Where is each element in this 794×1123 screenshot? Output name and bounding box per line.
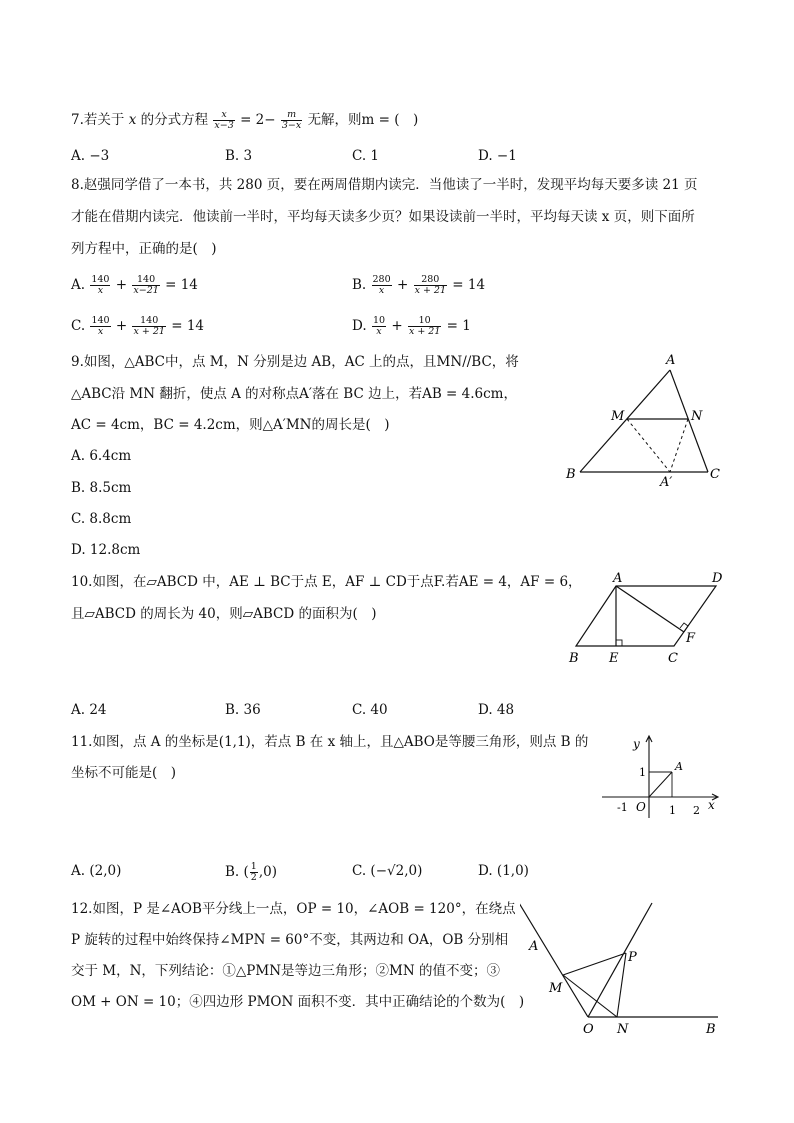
fraction	[132, 275, 159, 296]
label-x: x	[708, 798, 715, 812]
q9-option-a: A. 6.4cm	[71, 448, 132, 464]
tick-x-neg1: -1	[617, 801, 628, 814]
segment-oa	[649, 772, 672, 797]
option-label: C.	[71, 318, 90, 334]
q7-option-d: D. −1	[478, 148, 517, 164]
q8-stem-line3: 列方程中，正确的是( )	[71, 241, 217, 257]
q8-option-c	[71, 316, 204, 337]
q8-stem-line2: 才能在借期内读完．他读前一半时，平均每天读多少页？如果设读前一半时，平均每天读 x 页，则下面所	[71, 209, 695, 225]
label-p: P	[628, 950, 637, 965]
tick-x-2: 2	[693, 804, 700, 817]
q8-option-a	[71, 275, 198, 296]
dashed-na-prime	[670, 419, 688, 472]
q12-stem-line3: 交于 M，N，下列结论：①△PMN是等边三角形；②MN 的值不变；③	[71, 963, 500, 979]
fraction	[132, 316, 165, 337]
fraction	[372, 275, 392, 296]
label-c: C	[710, 467, 720, 482]
q9-figure-triangle	[560, 348, 730, 488]
q7-option-b: B. 3	[225, 148, 253, 164]
label-o: O	[636, 800, 646, 814]
frac-num: 10	[372, 315, 386, 326]
frac-den: x	[97, 326, 104, 337]
q7-stem-part: 的分式方程	[140, 112, 209, 128]
label-n: N	[691, 409, 703, 424]
label-m: M	[611, 409, 625, 424]
label-a: A	[613, 571, 623, 586]
q10-option-a: A. 24	[71, 702, 107, 718]
frac-num: 140	[91, 315, 110, 326]
segment-mp	[563, 953, 626, 975]
q9-option-c: C. 8.8cm	[71, 511, 132, 527]
fraction	[90, 275, 110, 296]
option-label: A.	[71, 277, 90, 293]
plus: +	[111, 318, 132, 334]
rhs: = 14	[448, 277, 486, 293]
q7-fraction-1	[213, 110, 234, 131]
fraction	[372, 316, 386, 337]
frac-den: 3−x	[281, 120, 302, 131]
label-m: M	[549, 981, 563, 996]
dashed-ma-prime	[627, 419, 670, 472]
label-a: A	[529, 939, 539, 954]
tick-x-1: 1	[669, 804, 676, 817]
q11-stem-line2: 坐标不可能是( )	[71, 765, 177, 781]
q9-stem-line1: 9.如图，△ABC中，点 M，N 分别是边 AB，AC 上的点，且MN//BC，将	[71, 354, 519, 370]
label-b: B	[706, 1022, 716, 1037]
label-n: N	[617, 1022, 629, 1037]
q11-figure-coordinate	[598, 728, 728, 828]
label-a-prime: A′	[660, 475, 673, 488]
option-label: B. (	[225, 864, 249, 880]
label-f: F	[686, 631, 696, 646]
frac-den: x	[378, 285, 385, 296]
q9-stem-line2: △ABC沿 MN 翻折，使点 A 的对称点A′落在 BC 边上，若AB = 4.6cm，	[71, 386, 517, 402]
label-a: A	[666, 353, 676, 368]
frac-den: x−3	[214, 120, 234, 131]
bisector-op	[588, 903, 652, 1017]
segment-mn	[563, 975, 617, 1017]
q12-stem-line1: 12.如图，P 是∠AOB平分线上一点，OP = 10，∠AOB = 120°，在绕点	[71, 901, 516, 917]
q12-stem-line2: P 旋转的过程中始终保持∠MPN = 60°不变，其两边和 OA，OB 分别相	[71, 932, 509, 948]
q7-var-x: x	[128, 112, 137, 128]
plus: +	[387, 318, 407, 334]
option-label: D.	[352, 318, 371, 334]
option-suffix: ,0)	[258, 864, 277, 880]
frac-num: m	[281, 110, 302, 121]
label-b: B	[566, 467, 576, 482]
label-y: y	[633, 737, 640, 751]
frac-den: x + 21	[414, 285, 447, 296]
frac-num: 280	[414, 275, 447, 286]
label-b: B	[569, 651, 579, 666]
q7-stem-part: 7.若关于	[71, 112, 125, 128]
option-label: B.	[352, 277, 371, 293]
rhs: = 1	[442, 318, 471, 334]
q9-stem-line3: AC = 4cm，BC = 4.2cm，则△A′MN的周长是( )	[71, 417, 390, 433]
frac-den: x + 21	[408, 326, 441, 337]
frac-num: 280	[372, 274, 391, 285]
label-d: D	[712, 571, 723, 586]
fraction	[414, 275, 447, 296]
plus: +	[111, 277, 132, 293]
rhs: = 14	[160, 277, 198, 293]
q7-stem-part: 无解，则m = ( )	[307, 112, 419, 128]
q8-option-d	[352, 316, 471, 337]
q9-option-d: D. 12.8cm	[71, 542, 141, 558]
frac-den: x	[376, 326, 382, 337]
rhs: = 14	[166, 318, 205, 334]
q11-option-b	[225, 862, 277, 883]
q7-equals: = 2−	[240, 112, 276, 128]
fraction	[90, 316, 110, 337]
frac-num: 140	[132, 275, 159, 286]
frac-num: x	[213, 110, 234, 121]
plus: +	[392, 277, 413, 293]
segment-af	[616, 586, 684, 632]
fraction	[408, 316, 441, 337]
q10-stem-line1: 10.如图，在▱ABCD 中，AE ⊥ BC于点 E，AF ⊥ CD于点F.若AE = 4，AF = 6，	[71, 574, 582, 590]
q10-figure-parallelogram	[560, 568, 735, 668]
frac-den: x + 21	[133, 326, 165, 337]
q10-option-b: B. 36	[225, 702, 261, 718]
segment-ab	[580, 370, 670, 472]
frac-num: 10	[408, 316, 441, 327]
q11-stem-line1: 11.如图，点 A 的坐标是(1,1)，若点 B 在 x 轴上，且△ABO是等腰三角形，则点 B 的	[71, 734, 589, 750]
q8-option-b	[352, 275, 485, 296]
ray-oa	[520, 898, 588, 1017]
q10-option-d: D. 48	[478, 702, 515, 718]
frac-num: 140	[91, 274, 110, 285]
q7-option-a: A. −3	[71, 148, 110, 164]
fraction	[250, 862, 258, 883]
q10-option-c: C. 40	[352, 702, 388, 718]
q9-option-b: B. 8.5cm	[71, 480, 132, 496]
q11-option-a: A. (2,0)	[71, 863, 122, 879]
frac-den: 2	[250, 872, 257, 883]
tick-y-1: 1	[639, 766, 646, 779]
q12-figure-angle	[520, 895, 725, 1040]
frac-den: x	[97, 285, 104, 296]
label-e: E	[609, 651, 619, 666]
q11-option-d: D. (1,0)	[478, 863, 529, 879]
label-a: A	[675, 760, 683, 773]
frac-num: 1	[250, 861, 257, 872]
q12-stem-line4: OM + ON = 10；④四边形 PMON 面积不变．其中正确结论的个数为( )	[71, 994, 525, 1010]
q11-option-c: C. (−√2,0)	[352, 863, 423, 879]
label-c: C	[668, 651, 678, 666]
q7-stem	[71, 110, 418, 131]
right-angle-e	[616, 640, 622, 646]
label-o: O	[583, 1022, 594, 1037]
q8-stem-line1: 8.赵强同学借了一本书，共 280 页，要在两周借期内读完．当他读了一半时，发现平均每天要多读 21 页	[71, 177, 698, 193]
q10-stem-line2: 且▱ABCD 的周长为 40，则▱ABCD 的面积为( )	[71, 606, 377, 622]
frac-den: x−21	[133, 285, 159, 296]
q7-option-c: C. 1	[352, 148, 380, 164]
frac-num: 140	[132, 316, 165, 327]
q7-fraction-2	[281, 110, 302, 131]
